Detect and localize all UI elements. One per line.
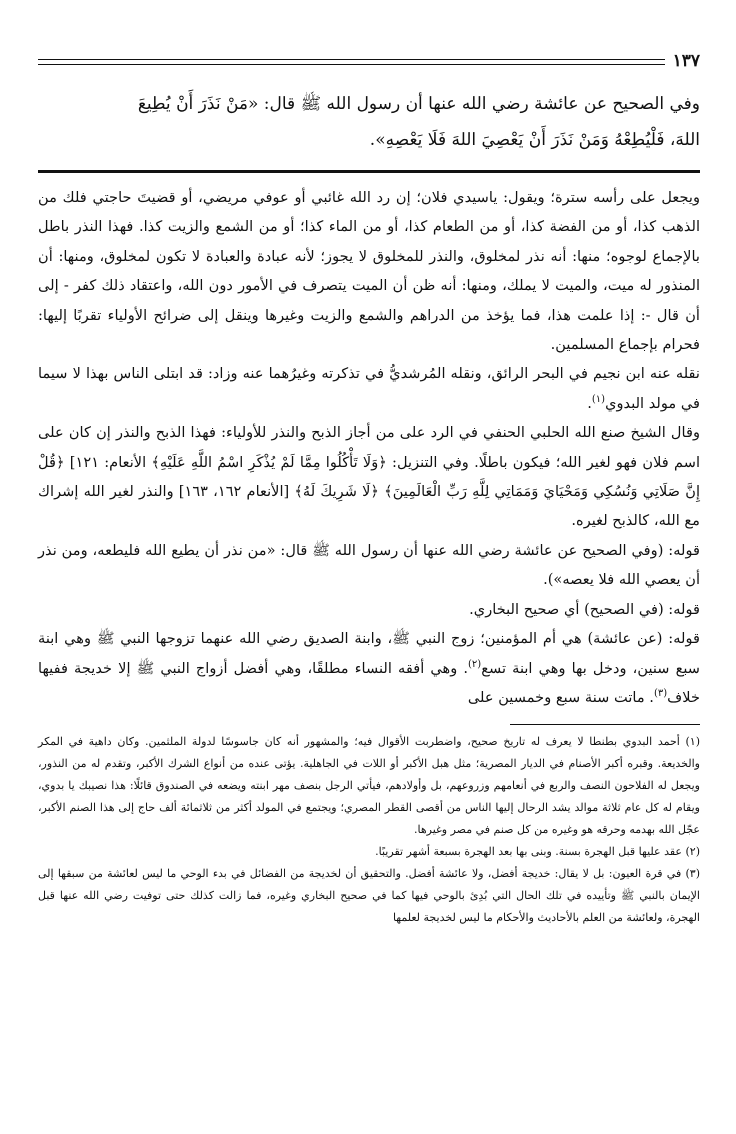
page-number: ١٣٧ bbox=[672, 51, 700, 71]
commentary-paragraph: ويجعل على رأسه سترة؛ ويقول: ياسيدي فلان؛ إن رد الله غائبي أو عوفي مريضي، أو قضيتَ حاجتي فلك من الذهب كذا، أو من الفضة كذا، أو من الطعام كذا، أو من الماء كذا؛ أو من الشمع والزيت كذا. فهذا النذر باطل بالإجماع لوجوه؛ منها: أنه نذر لمخلوق، والنذر للمخلوق لا يجوز؛ لأنه عبادة والعبادة لا تكون لمخلوق، ومنها: أن المنذور له ميت، والميت لا يملك، ومنها: أنه ظن أن الميت يتصرف في الأمور دون الله، واعتقاد ذلك كفر - إلى أن قال -: إذا علمت هذا، فما يؤخذ من الدراهم والشمع والزيت وغيرها وينقل إلى ضرائح الأولياء تقربًا إليها: فحرام بإجماع المسلمين. bbox=[38, 189, 700, 354]
paragraph-text: قوله: (عن عائشة) هي أم المؤمنين؛ زوج النبي ﷺ، وابنة الصديق رضي الله عنهما تزوجها النبي ﷺ وهي ابنة سبع سنين، ودخل بها وهي ابنة تسع bbox=[38, 630, 700, 677]
footnote-1: (١) أحمد البدوي بطنطا لا يعرف له تاريخ صحيح، واضطربت الأقوال فيه؛ والمشهور أنه كان جاسوسًا لدولة الملثمين. وكان داهية في المكر والخديعة. وقبره أكبر الأصنام في الديار المصرية؛ مثل هبل الأكبر أو اللات في الجاهلية. يؤتى عنده من أنواع الشرك الأكبر، وتقدم له من النذور، ويجعل له الفلاحون النصف والربع في أنعامهم وزروعهم، بل وأولادهم، فيأتي الرجل بنصف مهر ابنته ويضعه في الصندوق قائلًا: هذا نصيبك يا بدوي، ويقام له كل عام ثلاثة موالد يشد الرحال إليها الناس من أقصى القطر المصري؛ ويجتمع في المولد أكثر من ثلاثمائة ألف حاج إلى هذا الصنم الأكبر، عجّل الله بهدمه وحرقه هو وغيره من كل صنم في مصر وغيرها. bbox=[38, 735, 700, 837]
footnote-reference: (١) bbox=[591, 393, 606, 405]
footnote-reference: (٣) bbox=[653, 688, 668, 700]
section-divider bbox=[38, 170, 700, 173]
hadith-text bbox=[38, 86, 700, 158]
footnote-separator bbox=[510, 724, 700, 725]
footnote-2: (٢) عقد عليها قبل الهجرة بسنة. وبنى بها بعد الهجرة بسبعة أشهر تقريبًا. bbox=[375, 845, 700, 859]
footnote-reference: (٢) bbox=[468, 658, 482, 670]
commentary-paragraph bbox=[38, 624, 700, 712]
commentary-paragraph: قوله: (وفي الصحيح عن عائشة رضي الله عنها أن رسول الله ﷺ قال: «من نذر أن يطيع الله فليطعه، ومن نذر أن يعصي الله فلا يعصه»). bbox=[38, 541, 700, 589]
commentary-paragraph: وقال الشيخ صنع الله الحلبي الحنفي في الرد على من أجاز الذبح والنذر للأولياء: فهذا الذبح والنذر إن كان على اسم فلان فهو لغير الله؛ فيكون باطلًا. وفي التنزيل: ﴿وَلَا تَأْكُلُوا مِمَّا لَمْ يُذْكَرِ اسْمُ اللَّهِ عَلَيْهِ﴾ الأنعام: ١٢١] ﴿قُلْ إِنَّ صَلَاتِي وَنُسُكِي وَمَحْيَايَ وَمَمَاتِي لِلَّهِ رَبِّ الْعَالَمِينَ﴾ ﴿لَا شَرِيكَ لَهُ﴾ [الأنعام ١٦٢، ١٦٣] والنذر لغير الله إشراك مع الله، كالذبح لغيره. bbox=[38, 424, 701, 530]
commentary-body bbox=[38, 183, 700, 712]
commentary-paragraph bbox=[38, 359, 700, 418]
commentary-paragraph: قوله: (في الصحيح) أي صحيح البخاري. bbox=[469, 600, 700, 618]
footnotes bbox=[38, 731, 700, 929]
hadith-line-1: وفي الصحيح عن عائشة رضي الله عنها أن رسول الله ﷺ قال: «مَنْ نَذَرَ أَنْ يُطِيعَ bbox=[137, 94, 700, 114]
paragraph-text: . ماتت سنة سبع وخمسين على bbox=[467, 688, 654, 706]
paragraph-text: نقله عنه ابن نجيم في البحر الرائق، ونقله المُرشديُّ في تذكرته وغيرُهما عنه وزاد: قد ابتلى الناس بهذا لا سيما في مولد البدوي bbox=[38, 365, 700, 412]
paragraph-text: . وهي أفقه النساء مطلقًا، وهي أفضل أزواج النبي ﷺ إلا خديجة ففيها خلاف bbox=[38, 659, 700, 706]
header-double-rule bbox=[38, 59, 665, 65]
footnote-3: (٣) في قرة العيون: بل لا يقال: خديجة أفضل، ولا عائشة أفضل. والتحقيق أن لخديجة من الفضائل في بدء الوحي ما ليس لعائشة من سبقها إلى الإيمان بالنبي ﷺ وتأييده في تلك الحال التي بُدِئ بالوحي فيها كما في صحيح البخاري وغيره، فما زالت كذلك حتى توفيت رضي الله عنها قبل الهجرة، ولعائشة من العلم بالأحاديث والأحكام ما ليس لخديجة لعلمها bbox=[38, 867, 700, 925]
hadith-line-2: اللهَ، فَلْيُطِعْهُ وَمَنْ نَذَرَ أَنْ يَعْصِيَ اللهَ فَلَا يَعْصِهِ». bbox=[369, 130, 700, 150]
page-header bbox=[38, 50, 700, 72]
paragraph-text: . bbox=[587, 394, 592, 412]
